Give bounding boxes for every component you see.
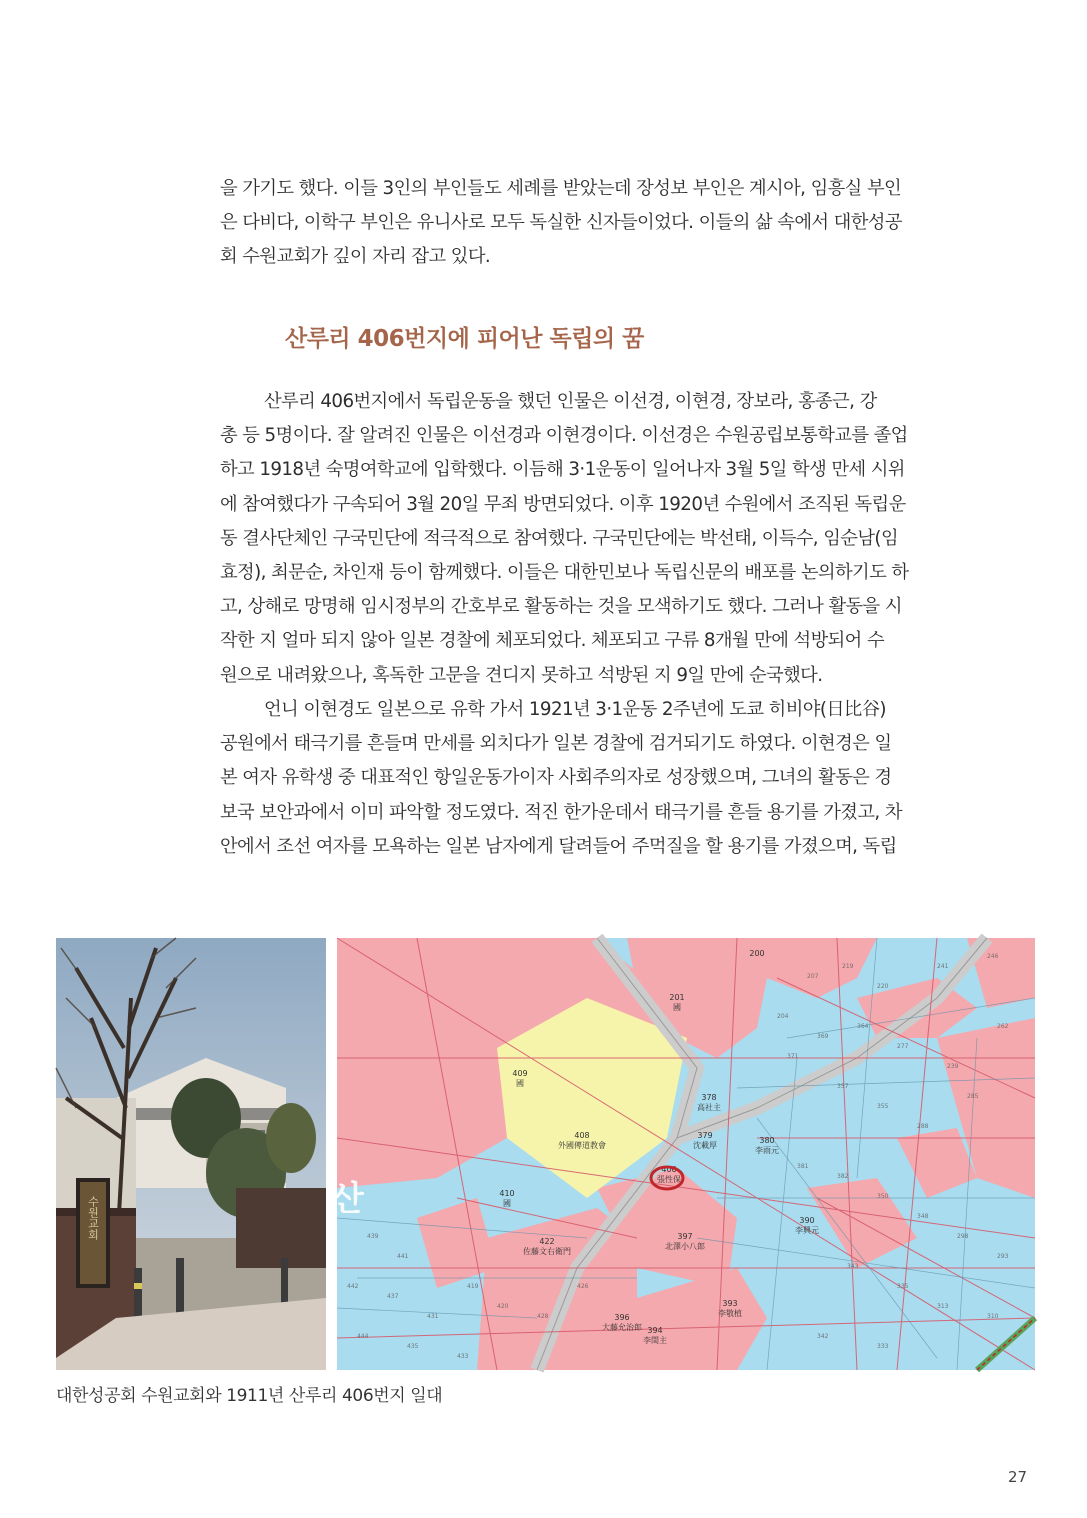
lot-label: 北澤小八郎 (665, 1242, 705, 1251)
section-title: 산루리 406번지에 피어난 독립의 꿈 (285, 326, 644, 352)
text-line: 동 결사단체인 구국민단에 적극적으로 참여했다. 구국민단에는 박선태, 이득수, 임순남(임 (220, 527, 899, 549)
intro-paragraph (220, 172, 960, 275)
lot-label: 國 (516, 1079, 524, 1088)
lot-label: 李雨元 (755, 1146, 779, 1155)
text-line: 작한 지 얼마 되지 않아 일본 경찰에 체포되었다. 체포되고 구류 8개월 만에 석방되어 수 (220, 630, 885, 652)
svg-text:444: 444 (357, 1333, 369, 1340)
text-line: 본 여자 유학생 중 대표적인 항일운동가이자 사회주의자로 성장했으며, 그녀의 활동은 경 (220, 767, 892, 789)
lot-label: 沈載厚 (693, 1141, 717, 1150)
lot-label: 410 (499, 1189, 515, 1198)
lot-label: 378 (701, 1093, 717, 1102)
svg-text:435: 435 (407, 1343, 419, 1350)
svg-text:310: 310 (987, 1313, 999, 1320)
lot-label: 國 (503, 1199, 511, 1208)
svg-text:369: 369 (817, 1033, 829, 1040)
text-line: 은 다비다, 이학구 부인은 유니사로 모두 독실한 신자들이었다. 이들의 삶 속에서 대한성공 (220, 212, 902, 234)
church-sign-text: 수원교회 (86, 1196, 100, 1240)
lot-label: 397 (677, 1232, 693, 1241)
svg-text:산: 산 (331, 1179, 364, 1219)
text-line: 안에서 조선 여자를 모욕하는 일본 남자에게 달려들어 주먹질을 할 용기를 가졌으며, 독립 (220, 835, 897, 857)
lot-label: 200 (749, 949, 765, 958)
text-line: 효정), 최문순, 차인재 등이 함께했다. 이들은 대한민보나 독립신문의 배포를 논의하기도 하 (220, 562, 909, 584)
text-line: 언니 이현경도 일본으로 유학 가서 1921년 3·1운동 2주년에 도쿄 히비야(日比谷) (264, 699, 886, 720)
svg-text:420: 420 (497, 1303, 509, 1310)
svg-text:335: 335 (897, 1283, 909, 1290)
svg-text:426: 426 (577, 1283, 589, 1290)
svg-text:419: 419 (467, 1283, 479, 1290)
lot-label: 422 (539, 1237, 555, 1246)
svg-text:220: 220 (877, 983, 889, 990)
svg-text:293: 293 (997, 1253, 1009, 1260)
svg-text:241: 241 (937, 963, 949, 970)
svg-text:298: 298 (957, 1233, 969, 1240)
svg-text:364: 364 (857, 1023, 869, 1030)
svg-text:428: 428 (537, 1313, 549, 1320)
svg-text:313: 313 (937, 1303, 949, 1310)
text-line: 산루리 406번지에서 독립운동을 했던 인물은 이선경, 이현경, 장보라, 홍종근, 강 (264, 391, 877, 412)
lot-label: 390 (799, 1216, 815, 1225)
text-line: 을 가기도 했다. 이들 3인의 부인들도 세례를 받았는데 장성보 부인은 계시아, 임흥실 부인 (220, 178, 902, 199)
lot-label: 李閏主 (643, 1336, 667, 1345)
lot-label: 380 (759, 1136, 775, 1145)
lot-label: 201 (669, 993, 685, 1002)
figure-caption: 대한성공회 수원교회와 1911년 산루리 406번지 일대 (56, 1386, 443, 1406)
lot-label: 406 (661, 1165, 677, 1174)
lot-label: 大藤允治郎 (602, 1323, 642, 1332)
text-line: 에 참여했다가 구속되어 3월 20일 무죄 방면되었다. 이후 1920년 수원에서 조직된 독립운 (220, 493, 906, 515)
svg-text:431: 431 (427, 1313, 439, 1320)
lot-label: 393 (722, 1299, 738, 1308)
lot-label: 李興元 (795, 1226, 819, 1235)
svg-text:333: 333 (877, 1343, 889, 1350)
svg-text:239: 239 (947, 1063, 959, 1070)
lot-label: 佐藤文右衛門 (523, 1247, 571, 1256)
svg-text:350: 350 (877, 1193, 889, 1200)
lot-label: 409 (512, 1069, 528, 1078)
svg-text:207: 207 (807, 973, 819, 980)
svg-text:382: 382 (837, 1173, 849, 1180)
lot-label: 396 (614, 1313, 630, 1322)
svg-text:348: 348 (917, 1213, 929, 1220)
svg-text:288: 288 (917, 1123, 929, 1130)
text-line: 고, 상해로 망명해 임시정부의 간호부로 활동하는 것을 모색하기도 했다. 그러나 활동을 시 (220, 596, 902, 618)
cadastral-map-1911 (331, 938, 1035, 1370)
svg-text:441: 441 (397, 1253, 409, 1260)
body-paragraph-1 (220, 385, 960, 693)
svg-text:246: 246 (987, 953, 999, 960)
svg-text:437: 437 (387, 1293, 399, 1300)
page-number: 27 (1008, 1468, 1028, 1486)
lot-label: 李敬植 (718, 1309, 742, 1318)
lot-label: 394 (647, 1326, 663, 1335)
lot-label: 外國傳道教會 (558, 1141, 606, 1150)
svg-text:442: 442 (347, 1283, 359, 1290)
lot-label: 高社主 (697, 1103, 721, 1112)
text-line: 공원에서 태극기를 흔들며 만세를 외치다가 일본 경찰에 검거되기도 하였다. 이현경은 일 (220, 733, 892, 755)
lot-label: 408 (574, 1131, 590, 1140)
text-line: 원으로 내려왔으나, 혹독한 고문을 견디지 못하고 석방된 지 9일 만에 순국했다. (220, 664, 823, 686)
svg-text:355: 355 (877, 1103, 889, 1110)
body-paragraph-2 (220, 693, 960, 864)
svg-text:342: 342 (817, 1333, 829, 1340)
svg-text:204: 204 (777, 1013, 789, 1020)
text-line: 총 등 5명이다. 잘 알려진 인물은 이선경과 이현경이다. 이선경은 수원공립보통학교를 졸업 (220, 425, 908, 447)
svg-text:343: 343 (847, 1263, 859, 1270)
svg-text:357: 357 (837, 1083, 849, 1090)
text-line: 회 수원교회가 깊이 자리 잡고 있다. (220, 246, 491, 268)
svg-text:219: 219 (842, 963, 854, 970)
church-photo (56, 938, 326, 1370)
text-line: 하고 1918년 숙명여학교에 입학했다. 이듬해 3·1운동이 일어나자 3월 5일 학생 만세 시위 (220, 459, 905, 481)
svg-text:277: 277 (897, 1043, 909, 1050)
text-line: 보국 보안과에서 이미 파악할 정도였다. 적진 한가운데서 태극기를 흔들 용기를 가졌고, 차 (220, 801, 902, 823)
svg-text:439: 439 (367, 1233, 379, 1240)
svg-text:433: 433 (457, 1353, 469, 1360)
svg-text:262: 262 (997, 1023, 1009, 1030)
lot-label: 張性保 (657, 1175, 681, 1184)
svg-text:285: 285 (967, 1093, 979, 1100)
svg-text:371: 371 (787, 1053, 799, 1060)
lot-label: 379 (697, 1131, 713, 1140)
lot-label: 國 (673, 1003, 681, 1012)
svg-text:381: 381 (797, 1163, 809, 1170)
